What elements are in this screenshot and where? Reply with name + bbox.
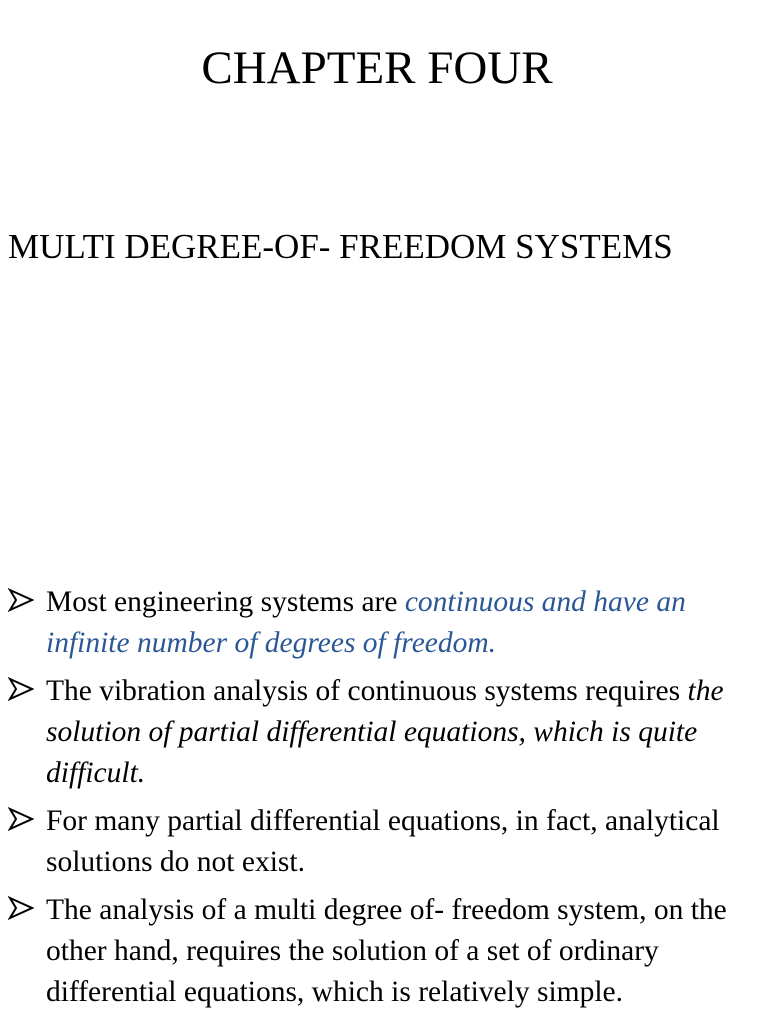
bullet-emphasis-text: the solution of partial differential equations, which is quite difficult.	[46, 675, 724, 789]
bullet-list	[0, 582, 768, 1020]
arrow-bullet-icon	[8, 895, 34, 921]
chapter-title: CHAPTER FOUR	[201, 42, 553, 94]
bullet-item	[0, 801, 768, 883]
arrow-bullet-icon	[8, 806, 34, 832]
bullet-item	[0, 582, 768, 664]
bullet-text: For many partial differential equations, in fact, analytical solutions do not exist.	[46, 805, 720, 878]
bullet-text: The vibration analysis of continuous systems requires	[46, 675, 688, 707]
chapter-subtitle: MULTI DEGREE-OF- FREEDOM SYSTEMS	[8, 227, 673, 266]
bullet-item	[0, 671, 768, 794]
bullet-item	[0, 890, 768, 1013]
bullet-text: Most engineering systems are	[46, 586, 405, 618]
arrow-bullet-icon	[8, 587, 34, 613]
bullet-text: The analysis of a multi degree of- freedom system, on the other hand, requires the solution of a set of ordinary differential equations, which is relatively simple.	[46, 894, 727, 1008]
arrow-bullet-icon	[8, 676, 34, 702]
bullet-emphasis-text: continuous and have an infinite number of degrees of freedom.	[46, 586, 686, 659]
